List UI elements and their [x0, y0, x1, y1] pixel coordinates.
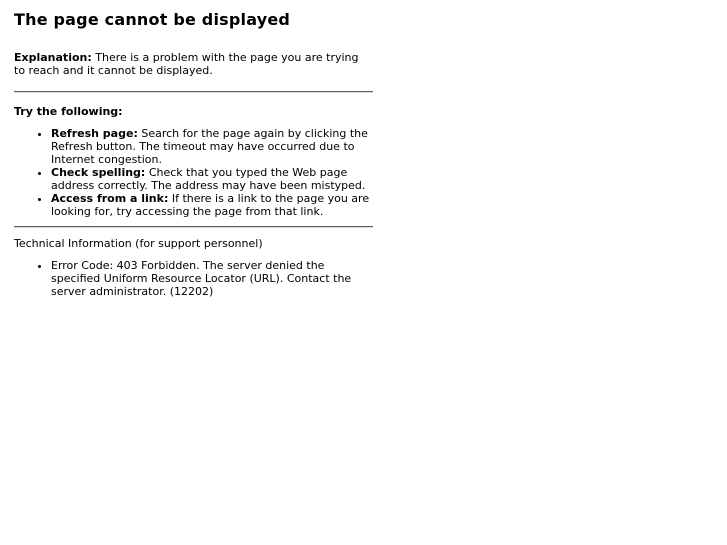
technical-information-heading: Technical Information (for support personnel): [14, 237, 263, 250]
suggestion-text-spelling: Check that you typed the Web page address correctly. The address may have been mistyped.: [51, 166, 366, 192]
technical-details-list: [14, 259, 373, 298]
try-following-heading: Try the following:: [14, 105, 123, 118]
suggestion-label-link: Access from a link:: [51, 192, 169, 205]
list-item: [51, 166, 373, 192]
list-item: [51, 192, 373, 218]
explanation-text: There is a problem with the page you are trying to reach and it cannot be displayed.: [14, 51, 359, 77]
horizontal-rule-bottom: [14, 226, 373, 228]
list-item: [51, 259, 373, 298]
page-title: The page cannot be displayed: [14, 10, 291, 29]
horizontal-rule-top: [14, 91, 373, 93]
list-item: [51, 127, 373, 166]
error-page-content: [0, 0, 373, 298]
suggestion-label-spelling: Check spelling:: [51, 166, 146, 179]
explanation-paragraph: [14, 51, 373, 77]
suggestion-text-link: If there is a link to the page you are looking for, try accessing the page from that link.: [51, 192, 370, 218]
suggestions-list: [14, 127, 373, 218]
suggestion-text-refresh: Search for the page again by clicking the Refresh button. The timeout may have occurred due to Internet congestion.: [51, 127, 368, 166]
error-code-text: Error Code: 403 Forbidden. The server denied the specified Uniform Resource Locator (URL). Contact the server administrator. (12202): [51, 259, 352, 298]
suggestion-label-refresh: Refresh page:: [51, 127, 138, 140]
explanation-label: Explanation:: [14, 51, 92, 64]
